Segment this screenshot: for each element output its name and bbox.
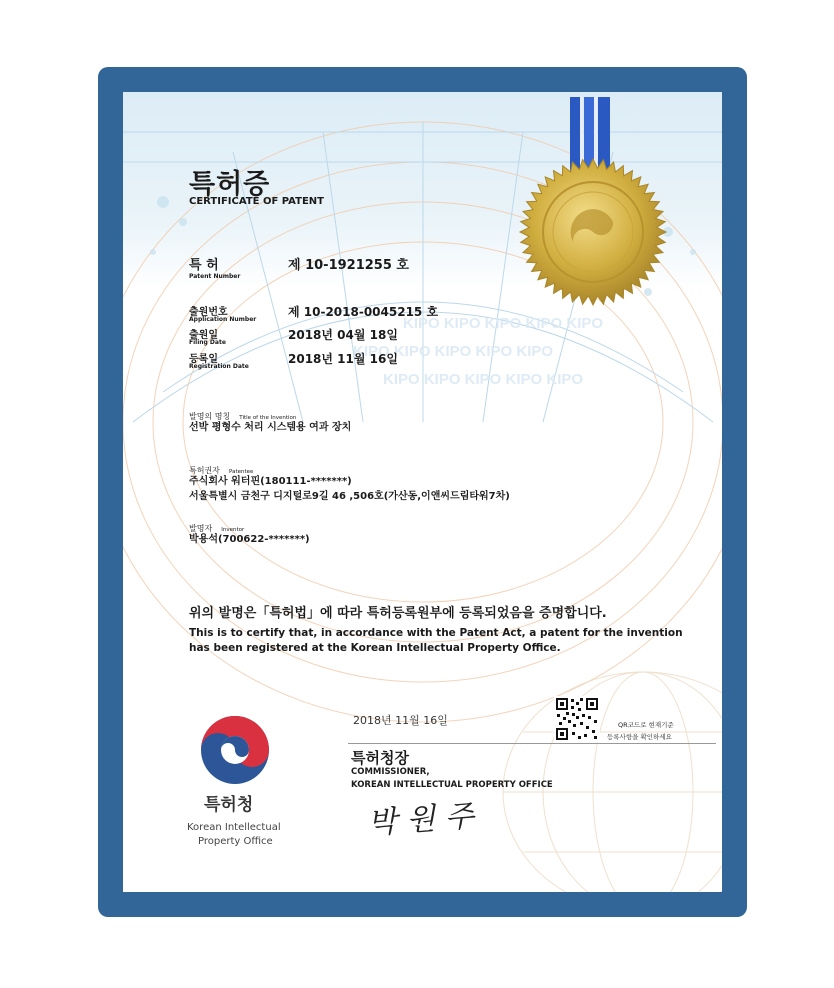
registration-date-label: 등록일 bbox=[189, 354, 218, 365]
inventor-value: 박용석(700622-*******) bbox=[189, 534, 310, 545]
commissioner-title-en-1: COMMISSIONER, bbox=[351, 767, 430, 777]
qr-note-line-1: QR코드로 현재기준 bbox=[618, 721, 674, 729]
gold-seal-icon bbox=[518, 97, 673, 312]
patent-number-label: 특 허 bbox=[189, 258, 219, 273]
patent-number-value: 제 10-1921255 호 bbox=[288, 258, 409, 273]
application-number-label-en: Application Number bbox=[189, 316, 257, 323]
registration-date-label-en: Registration Date bbox=[189, 363, 249, 370]
kipo-watermark-3: KIPO KIPO KIPO KIPO KIPO bbox=[383, 371, 584, 388]
office-name-en-1: Korean Intellectual bbox=[187, 822, 281, 833]
patentee-label: 특허권자 bbox=[189, 466, 220, 475]
certification-statement-kr: 위의 발명은「특허법」에 따라 특허등록원부에 등록되었음을 증명합니다. bbox=[189, 606, 607, 621]
registration-date-value: 2018년 11월 16일 bbox=[288, 352, 398, 366]
signature-divider bbox=[348, 743, 716, 744]
certificate-paper bbox=[123, 92, 722, 892]
commissioner-title-en-2: KOREAN INTELLECTUAL PROPERTY OFFICE bbox=[351, 780, 553, 790]
patent-number-label-en: Patent Number bbox=[189, 273, 241, 280]
application-number-label: 출원번호 bbox=[189, 307, 228, 318]
commissioner-title-kr: 특허청장 bbox=[351, 749, 409, 767]
kipo-watermark-1: KIPO KIPO KIPO KIPO KIPO bbox=[403, 315, 604, 332]
certification-statement-en-1: This is to certify that, in accordance with the Patent Act, a patent for the invention bbox=[189, 627, 683, 639]
patentee-name: 주식회사 워터핀(180111-*******) bbox=[189, 476, 352, 487]
svg-text:박 원 주: 박 원 주 bbox=[366, 798, 475, 842]
inventor-label-en: Inventor bbox=[221, 527, 245, 533]
filing-date-value: 2018년 04월 18일 bbox=[288, 328, 398, 342]
kipo-taeguk-logo-icon bbox=[199, 714, 271, 786]
filing-date-label: 출원일 bbox=[189, 330, 218, 341]
patentee-label-en: Patentee bbox=[229, 469, 254, 475]
invention-title-label-en: Title of the Invention bbox=[239, 415, 297, 421]
certificate-title: 특허증 bbox=[189, 169, 271, 200]
office-name-en-2: Property Office bbox=[198, 836, 273, 847]
filing-date-label-en: Filing Date bbox=[189, 339, 226, 346]
qr-note-line-2: 등록사항을 확인하세요 bbox=[607, 733, 672, 741]
invention-title-value: 선박 평형수 처리 시스템용 여과 장치 bbox=[189, 422, 352, 433]
qr-code-icon[interactable] bbox=[554, 696, 600, 742]
office-name-kr: 특허청 bbox=[204, 795, 254, 815]
patentee-address: 서울특별시 금천구 디지털로9길 46 ,506호(가산동,이앤씨드림타워7차) bbox=[189, 491, 510, 502]
issue-date: 2018년 11월 16일 bbox=[353, 714, 448, 727]
certificate-title-en: CERTIFICATE OF PATENT bbox=[189, 196, 324, 207]
commissioner-signature bbox=[363, 792, 533, 842]
application-number-value: 제 10-2018-0045215 호 bbox=[288, 305, 439, 319]
kipo-watermark-2: KIPO KIPO KIPO KIPO KIPO bbox=[353, 343, 554, 360]
certification-statement-en-2: has been registered at the Korean Intellectual Property Office. bbox=[189, 642, 561, 654]
inventor-label: 발명자 bbox=[189, 524, 213, 533]
invention-title-label: 발명의 명칭 bbox=[189, 412, 231, 421]
